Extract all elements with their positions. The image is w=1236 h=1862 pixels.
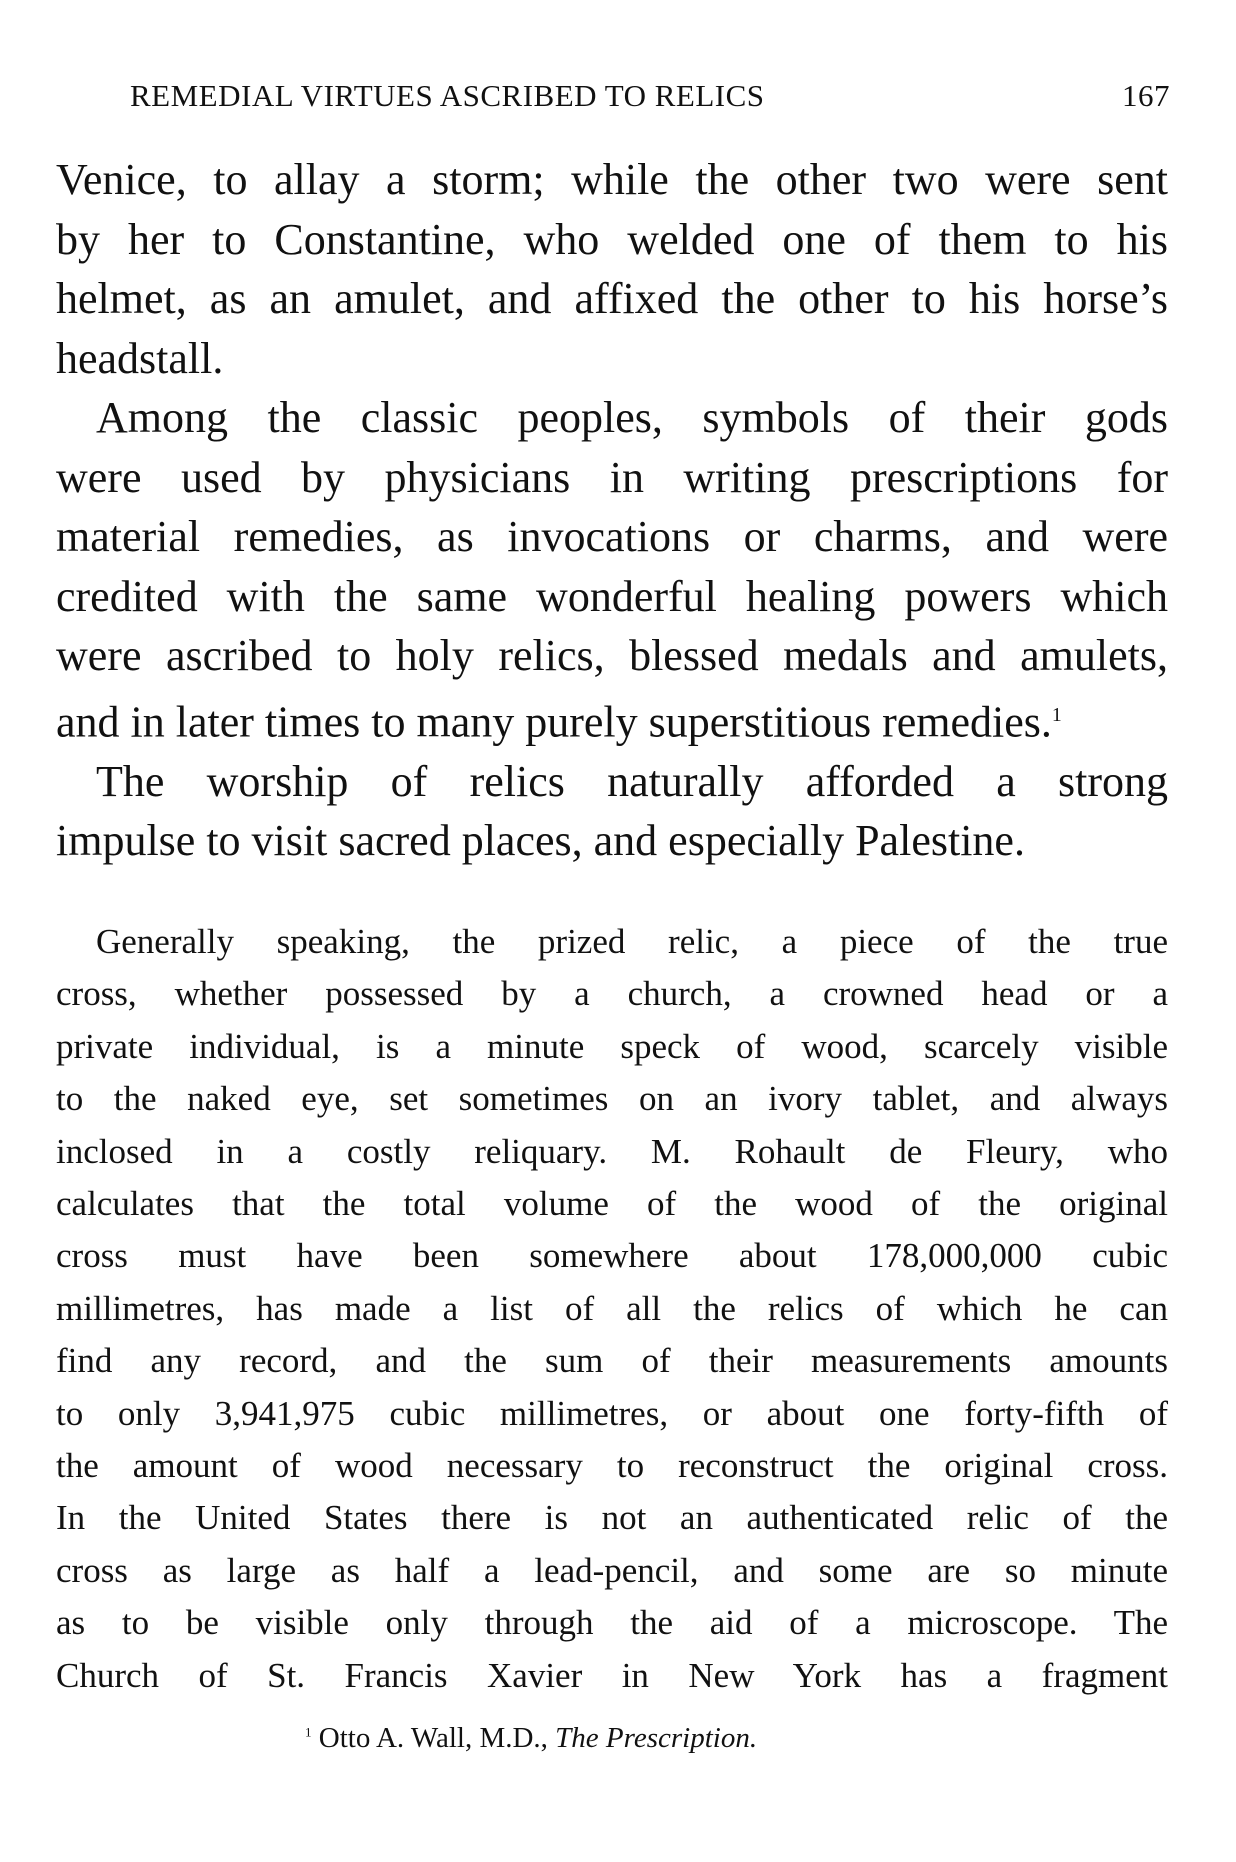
line-text: inclosed in a costly reliquary. M. Rohault de Fleury, who: [56, 1131, 1168, 1171]
line-text: to the naked eye, set sometimes on an ivory tablet, and always: [56, 1079, 1168, 1119]
text-line: [56, 448, 1168, 508]
line-text: find any record, and the sum of their measurements amounts: [56, 1341, 1168, 1381]
running-header: [130, 78, 1170, 122]
line-text: cross, whether possessed by a church, a crowned head or a: [56, 974, 1168, 1014]
text-line: [56, 567, 1168, 627]
text-line: [56, 1126, 1168, 1178]
text-line: [56, 1545, 1168, 1597]
line-text: by her to Constantine, who welded one of them to his: [56, 214, 1168, 264]
text-line: [56, 1021, 1168, 1073]
line-text: to only 3,941,975 cubic millimetres, or about one forty-fifth of: [56, 1393, 1168, 1433]
footnote-mark: 1: [305, 1724, 312, 1740]
line-text: private individual, is a minute speck of wood, scarcely visible: [56, 1026, 1168, 1066]
page-number: 167: [1122, 78, 1170, 113]
line-text: cross as large as half a lead-pencil, and some are so minute: [56, 1550, 1168, 1590]
footnote: [305, 1722, 757, 1755]
text-line: [56, 388, 1168, 448]
line-text: credited with the same wonderful healing powers which: [56, 571, 1168, 621]
line-text: were ascribed to holy relics, blessed medals and amulets,: [56, 631, 1168, 680]
line-text: Venice, to allay a storm; while the other two were sent: [56, 155, 1168, 204]
main-text: [56, 150, 1168, 871]
line-text: impulse to visit sacred places, and especially Palestine.: [56, 816, 1025, 866]
footnote-work: The Prescription.: [555, 1722, 758, 1754]
text-line: [56, 1230, 1168, 1282]
text-line: [56, 1492, 1168, 1544]
text-line: [56, 269, 1168, 329]
text-line: [56, 686, 1168, 752]
text-line: [56, 1597, 1168, 1649]
footnote-reference: 1: [1051, 703, 1062, 726]
line-text: Among the classic peoples, symbols of their gods: [96, 393, 1168, 442]
line-text: The worship of relics naturally afforded a strong: [96, 756, 1168, 806]
line-text: as to be visible only through the aid of a microscope. The: [56, 1603, 1168, 1643]
text-line: [56, 752, 1168, 812]
line-text: helmet, as an amulet, and affixed the other to his horse’s: [56, 274, 1168, 323]
line-text: were used by physicians in writing prescriptions for: [56, 452, 1168, 502]
quoted-paragraph: [56, 916, 1168, 1702]
text-line: [56, 210, 1168, 270]
line-text: and in later times to many purely superstitious remedies.: [56, 697, 1052, 747]
text-line: [56, 1388, 1168, 1440]
text-line: [56, 626, 1168, 686]
text-line: [56, 1073, 1168, 1125]
line-text: millimetres, has made a list of all the relics of which he can: [56, 1288, 1168, 1328]
text-line: [56, 1335, 1168, 1387]
line-text: Generally speaking, the prized relic, a piece of the true: [96, 922, 1168, 961]
line-text: Church of St. Francis Xavier in New York has a fragment: [56, 1655, 1168, 1695]
text-line: [56, 811, 1168, 871]
line-text: calculates that the total volume of the wood of the original: [56, 1184, 1168, 1224]
text-line: [56, 1178, 1168, 1230]
footnote-author: Otto A. Wall, M.D.,: [318, 1722, 548, 1754]
text-line: [56, 1650, 1168, 1702]
line-text: headstall.: [56, 333, 224, 383]
text-line: [56, 150, 1168, 210]
line-text: the amount of wood necessary to reconstruct the original cross.: [56, 1446, 1168, 1486]
text-line: [56, 329, 1168, 389]
line-text: In the United States there is not an authenticated relic of the: [56, 1498, 1168, 1538]
text-line: [56, 1440, 1168, 1492]
text-line: [56, 1283, 1168, 1335]
running-title: REMEDIAL VIRTUES ASCRIBED TO RELICS: [130, 78, 765, 113]
text-line: [56, 968, 1168, 1020]
line-text: cross must have been somewhere about 178,000,000 cubic: [56, 1236, 1168, 1276]
line-text: material remedies, as invocations or charms, and were: [56, 512, 1168, 561]
text-line: [56, 507, 1168, 567]
text-line: [56, 916, 1168, 968]
